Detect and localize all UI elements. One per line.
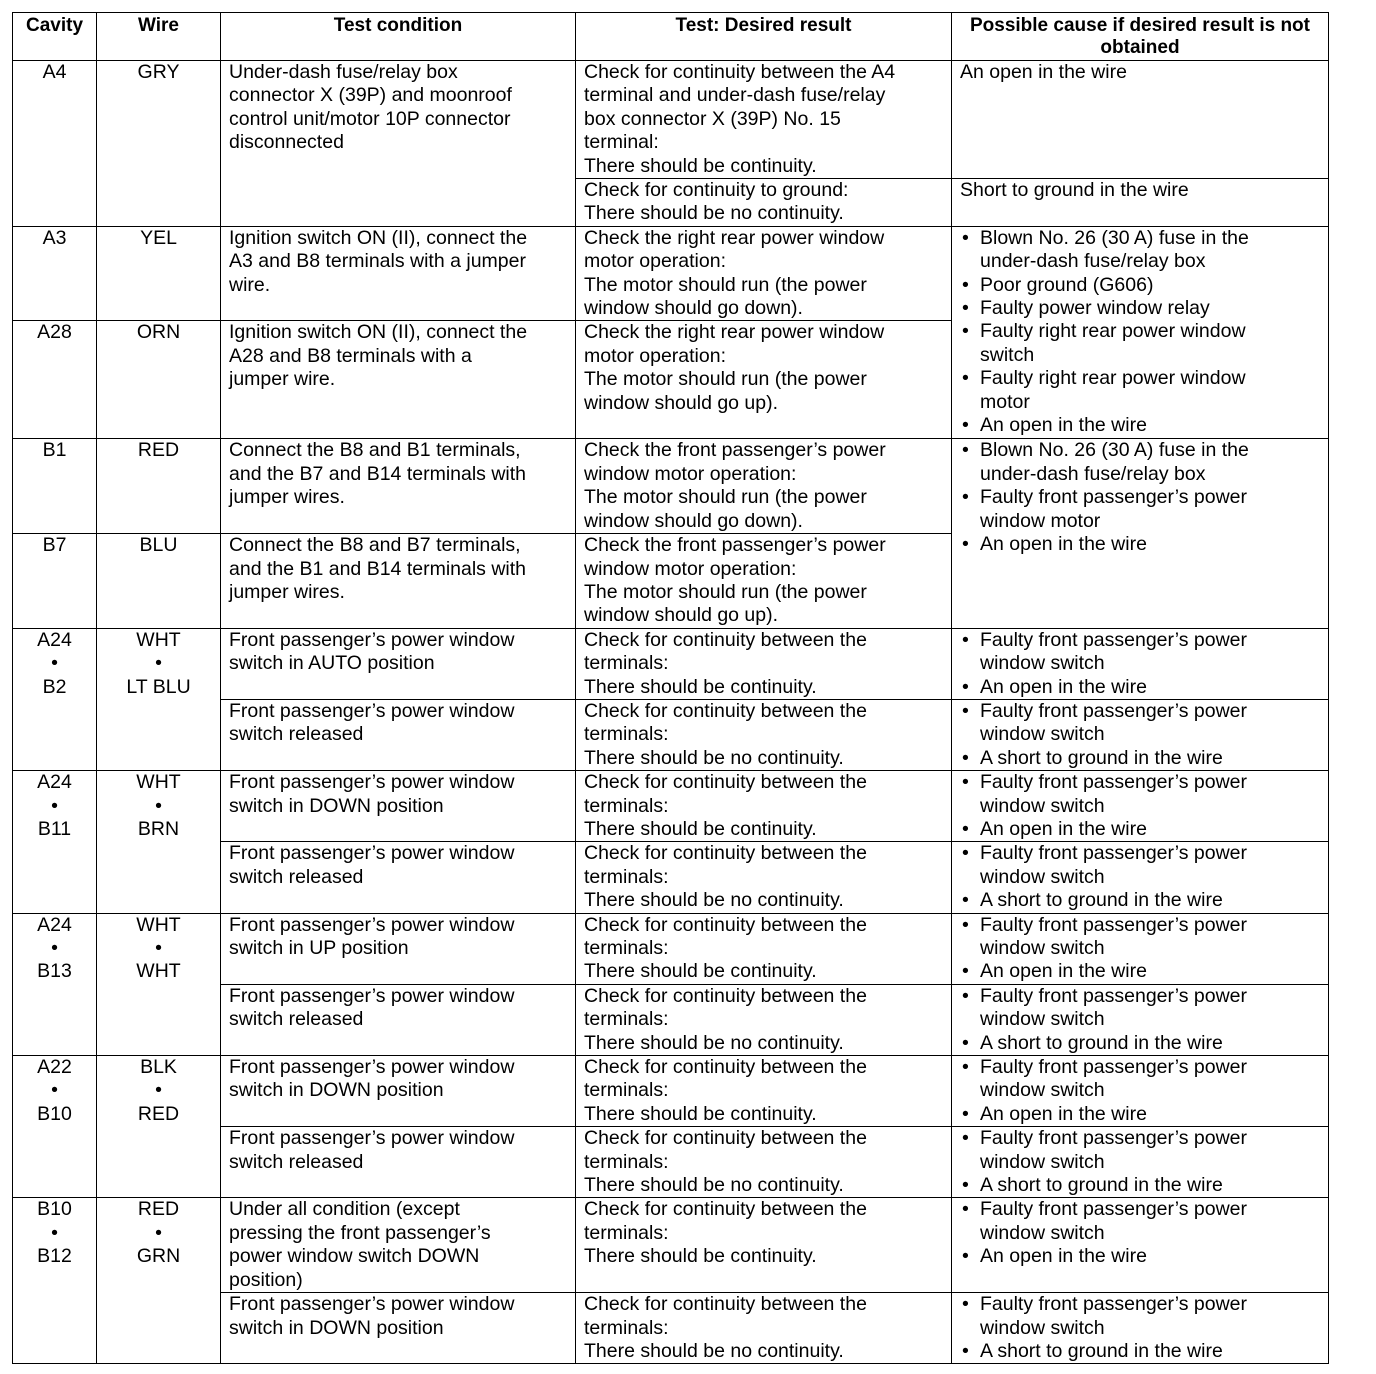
cause-text: • An open in the wire: [980, 414, 1147, 437]
cavity-text: •: [51, 1221, 58, 1244]
cause-bullet-item: [960, 985, 1320, 1032]
wire-text: RED: [137, 439, 180, 462]
cause-text: • A short to ground in the wire: [980, 746, 1223, 769]
result-text: terminals:: [584, 865, 669, 888]
cause-text: window switch: [980, 865, 1105, 888]
cause-bullet-item: [960, 1032, 1320, 1055]
cavity-cell: [13, 1198, 97, 1364]
test-condition-cell: [221, 984, 576, 1055]
cavity-text: •: [51, 652, 58, 675]
condition-text: jumper wire.: [229, 368, 336, 391]
table-row: [13, 439, 1329, 534]
cause-text: • Faulty front passenger’s power: [980, 1198, 1248, 1221]
cause-text: • An open in the wire: [980, 817, 1147, 840]
condition-text: A3 and B8 terminals with a jumper: [229, 250, 526, 273]
cavity-text: A28: [37, 321, 72, 344]
test-condition-cell: [221, 913, 576, 984]
cavity-cell: [13, 534, 97, 629]
wire-text: •: [155, 1221, 162, 1244]
result-text: motor operation:: [584, 250, 726, 273]
condition-text: switch released: [229, 1150, 364, 1173]
wire-text: WHT: [136, 771, 181, 794]
result-text: There should be no continuity.: [584, 1339, 844, 1362]
possible-cause-cell: [952, 1056, 1329, 1127]
header-wire: Wire: [97, 13, 221, 61]
cause-bullet-item: [960, 700, 1320, 747]
result-text: There should be continuity.: [584, 1245, 817, 1268]
wire-text: GRY: [137, 61, 180, 83]
cavity-text: A3: [42, 226, 67, 249]
cavity-text: B7: [42, 534, 67, 557]
test-condition-cell: [221, 699, 576, 770]
cause-text: • Faulty right rear power window: [980, 367, 1246, 390]
cause-text: • Blown No. 26 (30 A) fuse in the: [980, 226, 1249, 249]
desired-result-cell: [576, 179, 952, 227]
cavity-cell: [13, 321, 97, 439]
cause-text: • Faulty front passenger’s power: [980, 1293, 1248, 1316]
cavity-text: B13: [37, 960, 72, 983]
desired-result-cell: [576, 439, 952, 534]
result-text: Check the right rear power window: [584, 321, 885, 344]
wire-cell: [97, 226, 221, 321]
wire-cell: [97, 1198, 221, 1364]
cause-text: • Faulty front passenger’s power: [980, 913, 1248, 936]
possible-cause-cell: [952, 771, 1329, 842]
table-row: [13, 1056, 1329, 1127]
cause-text: window motor: [980, 509, 1101, 532]
condition-text: switch in UP position: [229, 937, 409, 959]
wire-cell: [97, 61, 221, 227]
cause-text: • Faulty front passenger’s power: [980, 1056, 1248, 1079]
wire-text: BRN: [137, 817, 180, 840]
wire-text: •: [155, 1079, 162, 1102]
table-row: [13, 771, 1329, 842]
test-condition-cell: [221, 1198, 576, 1293]
cause-text: • A short to ground in the wire: [980, 1339, 1223, 1362]
result-text: Check for continuity between the A4: [584, 61, 896, 83]
cause-bullet-item: [960, 274, 1320, 297]
possible-cause-cell: [952, 699, 1329, 770]
desired-result-cell: [576, 699, 952, 770]
table-row: [13, 913, 1329, 984]
cause-bullet-item: [960, 227, 1320, 274]
possible-cause-cell: [952, 1293, 1329, 1364]
table-row: [13, 1198, 1329, 1293]
result-text: window should go down).: [584, 509, 803, 532]
cause-bullet-item: [960, 1340, 1320, 1363]
result-text: There should be no continuity.: [584, 202, 844, 225]
desired-result-cell: [576, 321, 952, 439]
result-text: Check for continuity between the: [584, 913, 867, 936]
test-condition-cell: [221, 534, 576, 629]
desired-result-cell: [576, 61, 952, 179]
condition-text: Front passenger’s power window: [229, 1056, 515, 1079]
condition-text: switch in DOWN position: [229, 794, 444, 817]
wire-text: RED: [137, 1102, 180, 1125]
cause-text: • Faulty front passenger’s power: [980, 771, 1248, 794]
cause-bullet-item: [960, 439, 1320, 486]
result-text: motor operation:: [584, 344, 726, 367]
cause-bullet-item: [960, 818, 1320, 841]
possible-cause-cell: [952, 179, 1329, 227]
cause-text: • An open in the wire: [980, 675, 1147, 698]
cavity-cell: [13, 771, 97, 913]
result-text: terminals:: [584, 1150, 669, 1173]
cause-text: • Faulty right rear power window: [980, 320, 1246, 343]
header-desired-result: Test: Desired result: [576, 13, 952, 61]
desired-result-cell: [576, 842, 952, 913]
wire-text: •: [155, 794, 162, 817]
result-text: Check for continuity between the: [584, 1293, 867, 1316]
result-text: terminals:: [584, 1079, 669, 1102]
cause-text: window switch: [980, 1316, 1105, 1339]
condition-text: Front passenger’s power window: [229, 842, 515, 865]
cavity-text: B2: [42, 675, 67, 698]
possible-cause-cell: [952, 913, 1329, 984]
cavity-text: •: [51, 1079, 58, 1102]
test-condition-cell: [221, 61, 576, 227]
condition-text: Connect the B8 and B1 terminals,: [229, 439, 521, 462]
wire-text: RED: [137, 1198, 180, 1221]
wire-text: •: [155, 937, 162, 959]
cause-bullet-item: [960, 486, 1320, 533]
condition-text: Under-dash fuse/relay box: [229, 61, 458, 83]
condition-text: power window switch DOWN: [229, 1245, 480, 1268]
result-text: terminals:: [584, 1316, 669, 1339]
cavity-text: A24: [37, 771, 72, 794]
result-text: terminals:: [584, 723, 669, 746]
cause-text: switch: [980, 343, 1035, 366]
possible-cause-cell: [952, 1127, 1329, 1198]
cause-text: • Poor ground (G606): [980, 273, 1154, 296]
condition-text: wire.: [229, 273, 271, 296]
possible-cause-cell: [952, 842, 1329, 913]
cavity-text: B1: [42, 439, 67, 462]
condition-text: Front passenger’s power window: [229, 913, 515, 936]
result-text: Check for continuity between the: [584, 1198, 867, 1221]
cause-bullet-item: [960, 1198, 1320, 1245]
cause-bullet-item: [960, 320, 1320, 367]
cavity-cell: [13, 61, 97, 227]
wire-cell: [97, 439, 221, 534]
test-condition-cell: [221, 628, 576, 699]
header-test-condition: Test condition: [221, 13, 576, 61]
result-text: window should go up).: [584, 604, 779, 627]
cause-bullet-item: [960, 1174, 1320, 1197]
cause-bullet-item: [960, 414, 1320, 437]
result-text: terminals:: [584, 794, 669, 817]
cause-bullet-item: [960, 1127, 1320, 1174]
result-text: There should be continuity.: [584, 817, 817, 840]
result-text: There should be no continuity.: [584, 889, 844, 912]
cavity-cell: [13, 1056, 97, 1198]
cause-text: • Faulty front passenger’s power: [980, 842, 1248, 865]
result-text: There should be continuity.: [584, 960, 817, 983]
desired-result-cell: [576, 913, 952, 984]
result-text: box connector X (39P) No. 15: [584, 107, 841, 130]
test-condition-cell: [221, 1056, 576, 1127]
result-text: Check for continuity to ground:: [584, 179, 849, 202]
condition-text: Front passenger’s power window: [229, 699, 515, 722]
possible-cause-cell: [952, 439, 1329, 628]
result-text: terminals:: [584, 1008, 669, 1031]
wire-test-table: [12, 12, 1329, 1364]
cavity-text: B11: [37, 817, 72, 840]
cause-text: • An open in the wire: [980, 1245, 1147, 1268]
wire-cell: [97, 321, 221, 439]
cause-bullet-item: [960, 297, 1320, 320]
cause-text: • An open in the wire: [980, 1102, 1147, 1125]
cause-text: • Faulty power window relay: [980, 297, 1210, 320]
cause-text: • Faulty front passenger’s power: [980, 486, 1248, 509]
result-text: There should be no continuity.: [584, 1031, 844, 1054]
result-text: The motor should run (the power: [584, 486, 867, 509]
cavity-cell: [13, 226, 97, 321]
condition-text: Front passenger’s power window: [229, 984, 515, 1007]
result-text: terminals:: [584, 652, 669, 675]
test-condition-cell: [221, 1127, 576, 1198]
cause-text: window switch: [980, 652, 1105, 675]
condition-text: Front passenger’s power window: [229, 1127, 515, 1150]
condition-text: connector X (39P) and moonroof: [229, 84, 512, 107]
result-text: window should go down).: [584, 297, 803, 320]
condition-text: switch in DOWN position: [229, 1079, 444, 1102]
condition-text: switch in DOWN position: [229, 1316, 444, 1339]
wire-text: •: [155, 652, 162, 675]
header-possible-cause: Possible cause if desired result is not obtained: [952, 13, 1329, 61]
condition-text: switch released: [229, 865, 364, 888]
cause-text: motor: [980, 390, 1030, 413]
possible-cause-cell: [952, 1198, 1329, 1293]
cause-bullet-item: [960, 842, 1320, 889]
wire-cell: [97, 534, 221, 629]
wire-text: BLU: [139, 534, 178, 557]
result-text: The motor should run (the power: [584, 580, 867, 603]
cavity-text: A4: [42, 61, 67, 83]
result-text: Check for continuity between the: [584, 1056, 867, 1079]
cause-bullet-item: [960, 1245, 1320, 1268]
wire-text: WHT: [136, 628, 181, 651]
result-text: Check for continuity between the: [584, 699, 867, 722]
cause-text: • Faulty front passenger’s power: [980, 984, 1248, 1007]
cavity-text: •: [51, 794, 58, 817]
result-text: window should go up).: [584, 391, 779, 414]
cavity-cell: [13, 913, 97, 1055]
condition-text: and the B1 and B14 terminals with: [229, 557, 527, 580]
cause-bullet-item: [960, 1293, 1320, 1340]
condition-text: Ignition switch ON (II), connect the: [229, 321, 528, 344]
cause-bullet-item: [960, 533, 1320, 556]
cause-bullet-item: [960, 747, 1320, 770]
cause-text: window switch: [980, 1150, 1105, 1173]
cause-text: • A short to ground in the wire: [980, 889, 1223, 912]
cause-text: • A short to ground in the wire: [980, 1174, 1223, 1197]
result-text: There should be no continuity.: [584, 746, 844, 769]
result-text: There should be no continuity.: [584, 1174, 844, 1197]
condition-text: control unit/motor 10P connector: [229, 107, 511, 130]
test-condition-cell: [221, 842, 576, 913]
cause-bullet-item: [960, 1103, 1320, 1126]
result-text: Check the front passenger’s power: [584, 439, 886, 462]
header-row: [13, 13, 1329, 61]
cause-bullet-item: [960, 960, 1320, 983]
wire-cell: [97, 1056, 221, 1198]
cause-text: window switch: [980, 1008, 1105, 1031]
wire-cell: [97, 913, 221, 1055]
possible-cause-cell: [952, 226, 1329, 439]
result-text: There should be continuity.: [584, 1102, 817, 1125]
cause-text: window switch: [980, 937, 1105, 959]
desired-result-cell: [576, 1198, 952, 1293]
condition-text: Under all condition (except: [229, 1198, 460, 1221]
test-condition-cell: [221, 226, 576, 321]
result-text: Check the right rear power window: [584, 226, 885, 249]
desired-result-cell: [576, 771, 952, 842]
wire-text: LT BLU: [126, 675, 191, 698]
cavity-text: A24: [37, 628, 72, 651]
cavity-text: A22: [37, 1056, 72, 1079]
cavity-text: B10: [37, 1198, 72, 1221]
cause-text: • Blown No. 26 (30 A) fuse in the: [980, 439, 1249, 462]
wire-cell: [97, 628, 221, 770]
desired-result-cell: [576, 1293, 952, 1364]
result-text: Check the front passenger’s power: [584, 534, 886, 557]
result-text: terminal and under-dash fuse/relay: [584, 84, 886, 107]
desired-result-cell: [576, 534, 952, 629]
result-text: The motor should run (the power: [584, 368, 867, 391]
cavity-text: A24: [37, 913, 72, 936]
test-condition-cell: [221, 1293, 576, 1364]
cause-text: • An open in the wire: [980, 533, 1147, 556]
condition-text: Front passenger’s power window: [229, 1293, 515, 1316]
test-condition-cell: [221, 321, 576, 439]
cause-bullet-item: [960, 771, 1320, 818]
condition-text: pressing the front passenger’s: [229, 1221, 491, 1244]
condition-text: switch in AUTO position: [229, 652, 435, 675]
wire-text: ORN: [136, 321, 181, 344]
result-text: terminal:: [584, 131, 659, 154]
cause-text: An open in the wire: [960, 61, 1127, 83]
result-text: There should be continuity.: [584, 675, 817, 698]
result-text: terminals:: [584, 937, 669, 959]
result-text: Check for continuity between the: [584, 771, 867, 794]
cause-text: • Faulty front passenger’s power: [980, 699, 1248, 722]
cause-text: • Faulty front passenger’s power: [980, 628, 1248, 651]
cause-bullet-item: [960, 1056, 1320, 1103]
cause-text: • An open in the wire: [980, 960, 1147, 983]
cavity-text: B10: [37, 1102, 72, 1125]
condition-text: jumper wires.: [229, 486, 345, 509]
condition-text: Connect the B8 and B7 terminals,: [229, 534, 521, 557]
desired-result-cell: [576, 226, 952, 321]
condition-text: Front passenger’s power window: [229, 771, 515, 794]
cavity-text: B12: [37, 1245, 72, 1268]
header-cavity: Cavity: [13, 13, 97, 61]
result-text: Check for continuity between the: [584, 1127, 867, 1150]
wire-text: BLK: [140, 1056, 177, 1079]
condition-text: Front passenger’s power window: [229, 628, 515, 651]
cavity-cell: [13, 628, 97, 770]
cause-text: window switch: [980, 1221, 1105, 1244]
condition-text: jumper wires.: [229, 580, 345, 603]
wire-text: YEL: [140, 226, 177, 249]
result-text: Check for continuity between the: [584, 842, 867, 865]
condition-text: A28 and B8 terminals with a: [229, 344, 472, 367]
test-condition-cell: [221, 771, 576, 842]
result-text: There should be continuity.: [584, 154, 817, 177]
cavity-cell: [13, 439, 97, 534]
result-text: window motor operation:: [584, 462, 797, 485]
condition-text: switch released: [229, 723, 364, 746]
cause-text: • A short to ground in the wire: [980, 1031, 1223, 1054]
cause-bullet-item: [960, 889, 1320, 912]
result-text: Check for continuity between the: [584, 628, 867, 651]
wire-cell: [97, 771, 221, 913]
test-condition-cell: [221, 439, 576, 534]
table-row: [13, 61, 1329, 179]
condition-text: position): [229, 1268, 303, 1291]
desired-result-cell: [576, 628, 952, 699]
cause-text: under-dash fuse/relay box: [980, 250, 1206, 273]
possible-cause-cell: [952, 61, 1329, 179]
cause-text: window switch: [980, 1079, 1105, 1102]
cause-text: window switch: [980, 723, 1105, 746]
desired-result-cell: [576, 1056, 952, 1127]
possible-cause-cell: [952, 984, 1329, 1055]
condition-text: disconnected: [229, 131, 344, 154]
result-text: window motor operation:: [584, 557, 797, 580]
wire-text: GRN: [136, 1245, 181, 1268]
result-text: Check for continuity between the: [584, 984, 867, 1007]
condition-text: and the B7 and B14 terminals with: [229, 462, 527, 485]
result-text: The motor should run (the power: [584, 273, 867, 296]
table-row: [13, 226, 1329, 321]
cause-bullet-item: [960, 676, 1320, 699]
desired-result-cell: [576, 1127, 952, 1198]
cause-text: window switch: [980, 794, 1105, 817]
cavity-text: •: [51, 937, 58, 959]
wire-text: WHT: [136, 913, 181, 936]
table-row: [13, 628, 1329, 699]
cause-text: Short to ground in the wire: [960, 179, 1189, 202]
cause-bullet-item: [960, 914, 1320, 961]
cause-text: under-dash fuse/relay box: [980, 462, 1206, 485]
cause-text: • Faulty front passenger’s power: [980, 1127, 1248, 1150]
possible-cause-cell: [952, 628, 1329, 699]
cause-bullet-item: [960, 367, 1320, 414]
desired-result-cell: [576, 984, 952, 1055]
result-text: terminals:: [584, 1221, 669, 1244]
condition-text: Ignition switch ON (II), connect the: [229, 226, 528, 249]
cause-bullet-item: [960, 629, 1320, 676]
condition-text: switch released: [229, 1008, 364, 1031]
wire-text: WHT: [136, 960, 181, 983]
